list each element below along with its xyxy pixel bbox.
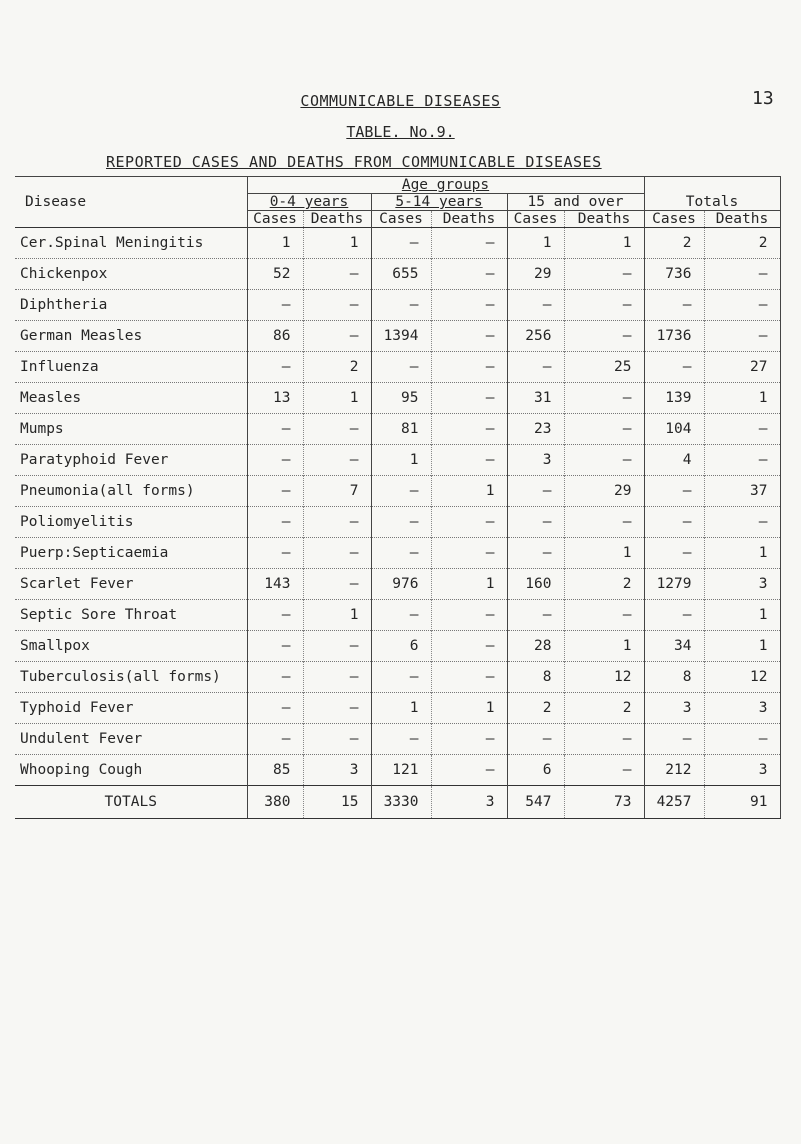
total-cell: 73	[564, 786, 644, 819]
deaths-cell: –	[564, 259, 644, 290]
deaths-header: Deaths	[704, 211, 780, 228]
cases-cell: 29	[507, 259, 564, 290]
deaths-cell: 25	[564, 352, 644, 383]
cases-cell: –	[507, 724, 564, 755]
cases-cell: 1394	[371, 321, 431, 352]
cases-cell: 160	[507, 569, 564, 600]
disease-name: Paratyphoid Fever	[15, 445, 247, 476]
cases-cell: 6	[371, 631, 431, 662]
deaths-cell: –	[564, 321, 644, 352]
disease-name: Chickenpox	[15, 259, 247, 290]
cases-cell: 976	[371, 569, 431, 600]
disease-name: Influenza	[15, 352, 247, 383]
cases-cell: –	[247, 352, 303, 383]
deaths-cell: –	[303, 631, 371, 662]
cases-cell: 52	[247, 259, 303, 290]
cases-cell: –	[644, 476, 704, 507]
cases-cell: –	[247, 445, 303, 476]
cases-cell: 8	[644, 662, 704, 693]
cases-cell: 4	[644, 445, 704, 476]
table-row	[15, 352, 780, 383]
table-row	[15, 755, 780, 786]
disease-name: Puerp:Septicaemia	[15, 538, 247, 569]
cases-cell: 1	[507, 228, 564, 259]
deaths-cell: 1	[704, 383, 780, 414]
disease-table	[15, 176, 781, 819]
group-0-4-header: 0-4 years	[247, 194, 371, 211]
cases-cell: –	[247, 538, 303, 569]
deaths-cell: –	[704, 259, 780, 290]
cases-cell: –	[371, 228, 431, 259]
totals-header-spacer	[644, 177, 780, 194]
cases-cell: –	[247, 693, 303, 724]
cases-cell: 23	[507, 414, 564, 445]
cases-cell: –	[371, 290, 431, 321]
table-row	[15, 724, 780, 755]
cases-cell: –	[644, 507, 704, 538]
deaths-cell: 2	[704, 228, 780, 259]
cases-header: Cases	[247, 211, 303, 228]
cases-cell: 139	[644, 383, 704, 414]
cases-cell: –	[371, 724, 431, 755]
deaths-cell: 1	[704, 631, 780, 662]
table-row	[15, 693, 780, 724]
cases-cell: –	[247, 414, 303, 445]
total-cell: 380	[247, 786, 303, 819]
cases-cell: –	[644, 724, 704, 755]
cases-cell: –	[644, 352, 704, 383]
deaths-cell: –	[704, 414, 780, 445]
disease-name: Undulent Fever	[15, 724, 247, 755]
table-row	[15, 631, 780, 662]
deaths-cell: –	[303, 445, 371, 476]
deaths-header: Deaths	[442, 211, 496, 227]
group-5-14-header: 5-14 years	[371, 194, 507, 211]
deaths-cell: –	[704, 445, 780, 476]
cases-cell: –	[507, 352, 564, 383]
total-cell: 91	[704, 786, 780, 819]
age-groups-header: Age groups	[247, 177, 644, 194]
cases-cell: –	[247, 631, 303, 662]
deaths-cell: –	[704, 290, 780, 321]
cases-cell: –	[644, 600, 704, 631]
deaths-cell: –	[303, 724, 371, 755]
table-row	[15, 476, 780, 507]
table-row	[15, 321, 780, 352]
table-header	[15, 177, 780, 228]
deaths-cell: –	[564, 383, 644, 414]
deaths-cell: 2	[564, 693, 644, 724]
cases-cell: –	[247, 507, 303, 538]
deaths-cell: 1	[704, 600, 780, 631]
deaths-cell: –	[564, 414, 644, 445]
deaths-cell: –	[303, 290, 371, 321]
disease-name: Diphtheria	[15, 290, 247, 321]
deaths-cell: 3	[704, 693, 780, 724]
deaths-cell: –	[431, 445, 507, 476]
table-row	[15, 414, 780, 445]
cases-cell: –	[247, 724, 303, 755]
deaths-cell: –	[303, 693, 371, 724]
deaths-cell: –	[431, 259, 507, 290]
deaths-cell: 37	[704, 476, 780, 507]
cases-cell: –	[371, 538, 431, 569]
deaths-cell: –	[303, 507, 371, 538]
disease-name: Septic Sore Throat	[15, 600, 247, 631]
table-row	[15, 228, 780, 259]
cases-cell: –	[644, 538, 704, 569]
deaths-cell: –	[564, 600, 644, 631]
table-row	[15, 600, 780, 631]
cases-cell: 2	[507, 693, 564, 724]
deaths-cell: –	[303, 538, 371, 569]
cases-cell: 143	[247, 569, 303, 600]
deaths-cell: –	[431, 290, 507, 321]
cases-cell: 31	[507, 383, 564, 414]
cases-cell: 736	[644, 259, 704, 290]
deaths-cell: 3	[303, 755, 371, 786]
cases-cell: –	[371, 352, 431, 383]
deaths-cell: –	[564, 507, 644, 538]
cases-cell: –	[247, 290, 303, 321]
disease-name: Cer.Spinal Meningitis	[15, 228, 247, 259]
deaths-cell: –	[431, 352, 507, 383]
deaths-cell: –	[431, 600, 507, 631]
deaths-cell: 12	[564, 662, 644, 693]
deaths-cell: –	[303, 662, 371, 693]
cases-cell: 212	[644, 755, 704, 786]
deaths-cell: 1	[303, 383, 371, 414]
cases-header: Cases	[644, 211, 704, 228]
deaths-cell: –	[431, 538, 507, 569]
totals-row	[15, 786, 780, 819]
deaths-cell: –	[431, 631, 507, 662]
deaths-cell: 1	[303, 600, 371, 631]
deaths-cell: 2	[303, 352, 371, 383]
cases-cell: 85	[247, 755, 303, 786]
deaths-cell: –	[431, 321, 507, 352]
deaths-cell: –	[431, 228, 507, 259]
cases-cell: 2	[644, 228, 704, 259]
deaths-cell: 1	[431, 476, 507, 507]
cases-cell: –	[644, 290, 704, 321]
cases-cell: –	[371, 662, 431, 693]
cases-cell: –	[247, 476, 303, 507]
totals-label: TOTALS	[15, 786, 247, 819]
deaths-cell: –	[704, 724, 780, 755]
disease-name: Smallpox	[15, 631, 247, 662]
cases-cell: 655	[371, 259, 431, 290]
total-cell: 547	[507, 786, 564, 819]
cases-cell: 1736	[644, 321, 704, 352]
cases-cell: 86	[247, 321, 303, 352]
table-row	[15, 290, 780, 321]
deaths-cell: –	[431, 724, 507, 755]
page-title: COMMUNICABLE DISEASES	[300, 92, 501, 110]
cases-cell: 95	[371, 383, 431, 414]
cases-cell: 8	[507, 662, 564, 693]
deaths-cell: –	[564, 724, 644, 755]
disease-name: German Measles	[15, 321, 247, 352]
disease-name: Poliomyelitis	[15, 507, 247, 538]
deaths-cell: 2	[564, 569, 644, 600]
cases-cell: 81	[371, 414, 431, 445]
cases-cell: –	[507, 507, 564, 538]
cases-cell: –	[371, 476, 431, 507]
cases-cell: –	[247, 600, 303, 631]
cases-cell: –	[507, 538, 564, 569]
cases-cell: 6	[507, 755, 564, 786]
cases-cell: –	[507, 476, 564, 507]
table-subtitle: REPORTED CASES AND DEATHS FROM COMMUNICABLE DISEASES	[106, 153, 602, 171]
deaths-header: Deaths	[310, 211, 364, 227]
deaths-cell: –	[564, 445, 644, 476]
totals-header: Totals	[644, 194, 780, 211]
deaths-cell: 1	[564, 631, 644, 662]
table-row	[15, 259, 780, 290]
deaths-cell: 1	[431, 693, 507, 724]
cases-cell: 3	[644, 693, 704, 724]
cases-cell: 34	[644, 631, 704, 662]
cases-cell: 1	[371, 693, 431, 724]
deaths-cell: 1	[303, 228, 371, 259]
cases-cell: 3	[507, 445, 564, 476]
cases-cell: 1	[247, 228, 303, 259]
total-cell: 15	[303, 786, 371, 819]
total-cell: 3330	[371, 786, 431, 819]
cases-cell: 256	[507, 321, 564, 352]
cases-header: Cases	[507, 211, 564, 228]
deaths-cell: –	[704, 321, 780, 352]
deaths-cell: 3	[704, 755, 780, 786]
deaths-cell: –	[431, 414, 507, 445]
disease-name: Tuberculosis(all forms)	[15, 662, 247, 693]
cases-cell: –	[371, 507, 431, 538]
table-row	[15, 538, 780, 569]
cases-cell: –	[371, 600, 431, 631]
deaths-cell: 27	[704, 352, 780, 383]
table-row	[15, 383, 780, 414]
table-totals	[15, 786, 780, 819]
cases-cell: 28	[507, 631, 564, 662]
deaths-header: Deaths	[577, 211, 631, 227]
deaths-cell: –	[431, 755, 507, 786]
cases-cell: 13	[247, 383, 303, 414]
deaths-cell: 1	[431, 569, 507, 600]
table-label: TABLE. No.9.	[346, 123, 455, 141]
deaths-cell: 1	[564, 538, 644, 569]
table-row	[15, 445, 780, 476]
cases-cell: –	[247, 662, 303, 693]
cases-cell: 1	[371, 445, 431, 476]
deaths-cell: –	[431, 662, 507, 693]
disease-name: Typhoid Fever	[15, 693, 247, 724]
deaths-cell: 1	[704, 538, 780, 569]
total-cell: 3	[431, 786, 507, 819]
cases-cell: 104	[644, 414, 704, 445]
deaths-cell: –	[704, 507, 780, 538]
table-body	[15, 228, 780, 786]
cases-cell: 121	[371, 755, 431, 786]
cases-header: Cases	[371, 211, 431, 228]
cases-cell: 1279	[644, 569, 704, 600]
disease-column-header: Disease	[15, 177, 247, 228]
deaths-cell: –	[564, 290, 644, 321]
deaths-cell: 7	[303, 476, 371, 507]
total-cell: 4257	[644, 786, 704, 819]
deaths-cell: –	[303, 321, 371, 352]
table-row	[15, 569, 780, 600]
disease-name: Measles	[15, 383, 247, 414]
cases-cell: –	[507, 290, 564, 321]
disease-name: Pneumonia(all forms)	[15, 476, 247, 507]
page-number: 13	[752, 88, 774, 109]
deaths-cell: –	[431, 383, 507, 414]
deaths-cell: –	[303, 569, 371, 600]
table-row	[15, 507, 780, 538]
deaths-cell: 12	[704, 662, 780, 693]
deaths-cell: –	[431, 507, 507, 538]
cases-cell: –	[507, 600, 564, 631]
deaths-cell: 29	[564, 476, 644, 507]
deaths-cell: –	[564, 755, 644, 786]
disease-name: Scarlet Fever	[15, 569, 247, 600]
deaths-cell: –	[303, 259, 371, 290]
deaths-cell: –	[303, 414, 371, 445]
disease-name: Whooping Cough	[15, 755, 247, 786]
group-15-over-header: 15 and over	[507, 194, 644, 211]
deaths-cell: 1	[564, 228, 644, 259]
disease-table-container	[15, 176, 780, 819]
table-row	[15, 662, 780, 693]
disease-name: Mumps	[15, 414, 247, 445]
deaths-cell: 3	[704, 569, 780, 600]
